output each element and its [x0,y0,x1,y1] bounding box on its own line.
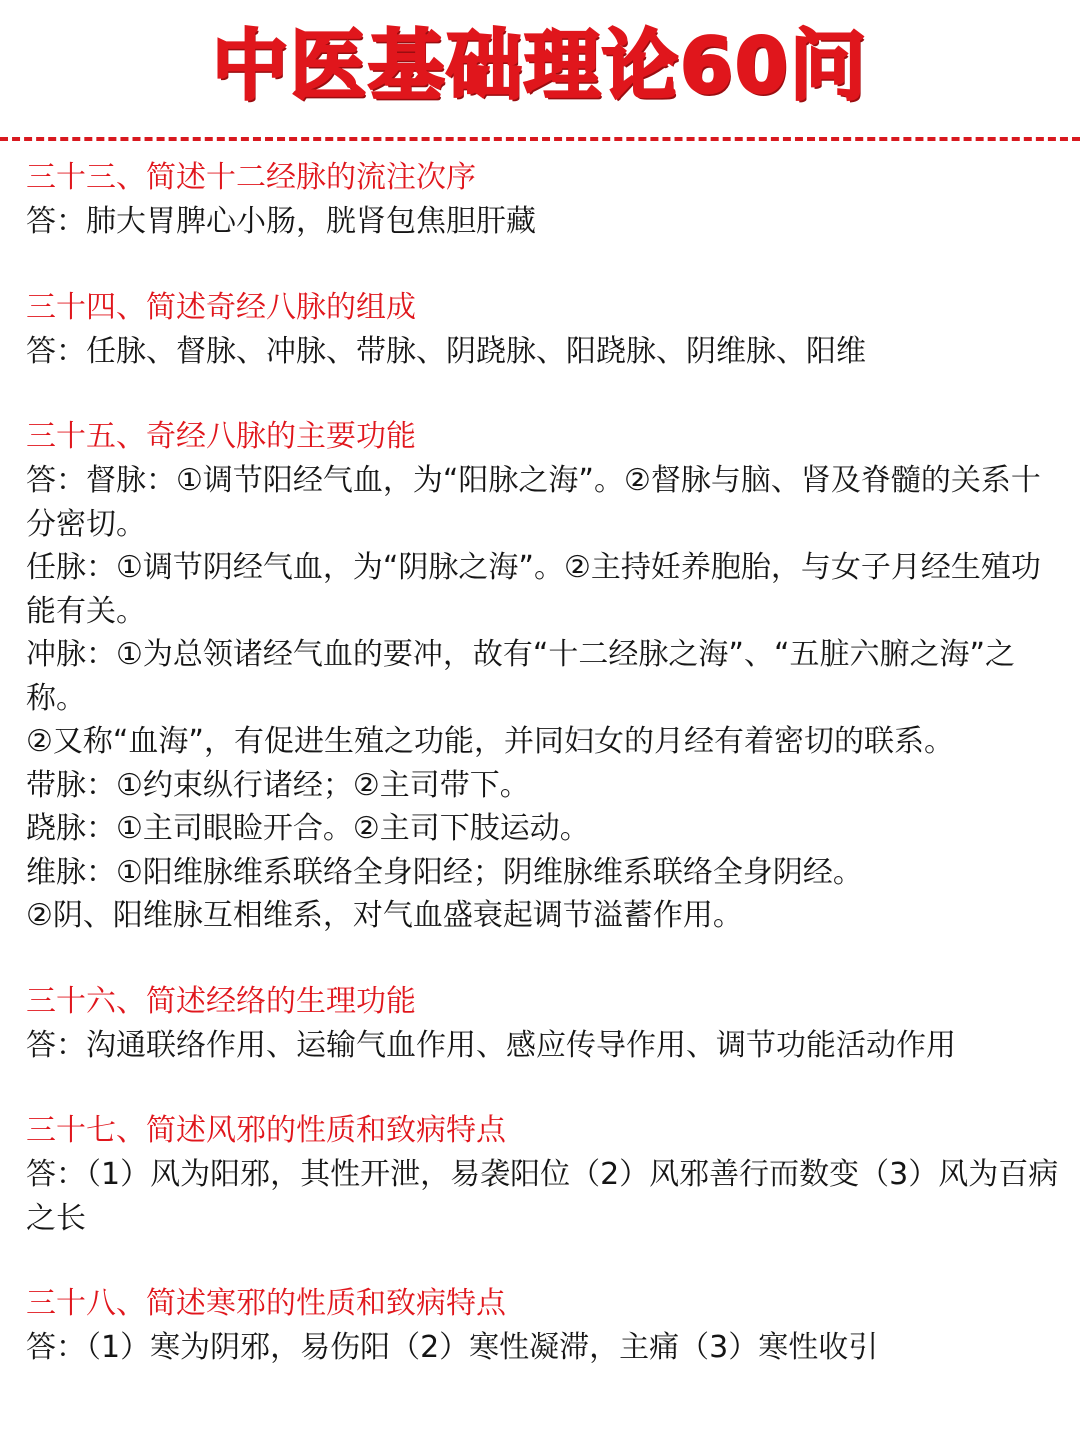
answer-line-daimai: 带脉：①约束纵行诸经；②主司带下。 [26,767,530,803]
qa-item-34 [26,286,1070,374]
answer-line-qiaomai: 跷脉：①主司眼睑开合。②主司下肢运动。 [26,811,590,846]
answer-line: 答：肺大胃脾心小肠，胱肾包焦胆肝藏 [26,204,536,239]
qa-item-37 [26,1109,1070,1240]
qa-list [26,156,1070,1412]
answer-line-renmai: 任脉：①调节阴经气血，为“阴脉之海”。②主持妊养胞胎，与女子月经生殖功能有关。 [26,550,1041,629]
question-34: 三十四、简述奇经八脉的组成 [26,289,416,325]
answer-line: 答：沟通联络作用、运输气血作用、感应传导作用、调节功能活动作用 [26,1027,956,1063]
qa-item-33 [26,156,1070,244]
question-38: 三十八、简述寒邪的性质和致病特点 [26,1286,506,1321]
dashed-divider [0,137,1080,141]
page-title: 中医基础理论60问 [212,21,868,110]
answer-34 [26,330,1070,374]
question-37: 三十七、简述风邪的性质和致病特点 [26,1113,506,1148]
answer-line: 答：（1）风为阳邪，其性开泄，易袭阳位（2）风邪善行而数变（3）风为百病之长 [26,1157,1059,1236]
question-36: 三十六、简述经络的生理功能 [26,983,416,1019]
question-33: 三十三、简述十二经脉的流注次序 [26,160,476,195]
answer-36 [26,1024,1070,1068]
answer-33 [26,200,1070,244]
question-35: 三十五、奇经八脉的主要功能 [26,419,416,454]
answer-37 [26,1153,1070,1240]
answer-line: 答：（1）寒为阴邪，易伤阳（2）寒性凝滞，主痛（3）寒性收引 [26,1330,879,1365]
answer-line: 答：任脉、督脉、冲脉、带脉、阴跷脉、阳跷脉、阴维脉、阳维 [26,333,866,369]
answer-line-chongmai-2: ②又称“血海”，有促进生殖之功能，并同妇女的月经有着密切的联系。 [26,724,954,759]
answer-35 [26,459,1070,938]
answer-line-weimai-2: ②阴、阳维脉互相维系，对气血盛衰起调节溢蓄作用。 [26,898,743,933]
qa-item-36 [26,980,1070,1068]
qa-item-35 [26,415,1070,938]
answer-line-weimai: 维脉：①阳维脉维系联络全身阳经；阴维脉维系联络全身阴经。 [26,854,863,890]
answer-38 [26,1326,1070,1370]
answer-line-dumai: 答：督脉：①调节阳经气血，为“阳脉之海”。②督脉与脑、肾及脊髓的关系十分密切。 [26,463,1041,542]
answer-line-chongmai: 冲脉：①为总领诸经气血的要冲，故有“十二经脉之海”、“五脏六腑之海”之称。 [26,637,1016,716]
qa-item-38 [26,1282,1070,1370]
